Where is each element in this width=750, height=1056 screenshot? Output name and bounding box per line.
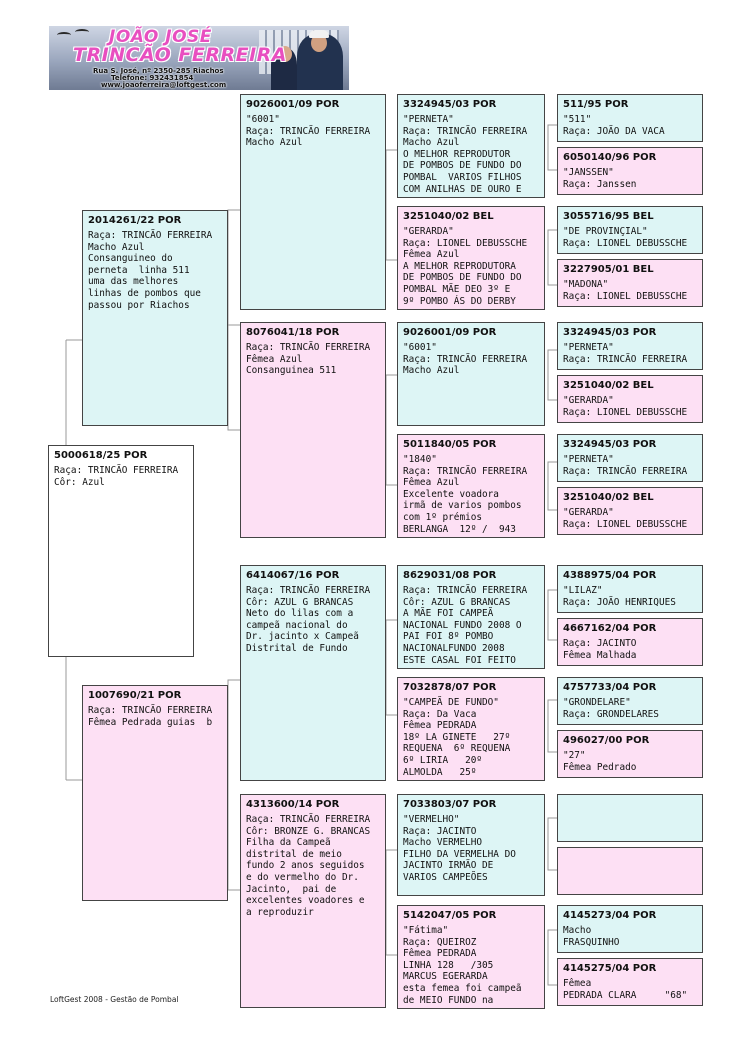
pigeon-info-line: Raça: LIONEL DEBUSSCHE	[563, 290, 688, 302]
pigeon-info-line: Raça: JACINTO	[563, 638, 637, 649]
pigeon-info-line: Fêmea Azul	[246, 353, 303, 365]
pigeon-info-line: Consanguineo do	[88, 253, 173, 265]
pigeon-info-line: Fêmea Azul	[403, 477, 460, 489]
pigeon-info-line: a reproduzir	[246, 906, 314, 918]
pigeon-info-line: Raça: TRINCÃO FERREIRA	[246, 585, 371, 596]
pigeon-info-line: Raça: TRINCÃO FERREIRA	[563, 465, 688, 477]
pigeon-info-line: MARCUS EGERARDA	[403, 971, 488, 983]
pigeon-card-g16	[557, 958, 703, 1006]
pigeon-info-line: Raça: TRINCÃO FERREIRA	[403, 353, 528, 365]
pigeon-info-line: Macho VERMELHO	[403, 837, 483, 849]
pigeon-info-line: Côr: BRONZE G. BRANCAS	[246, 825, 371, 837]
ring-number: 1007690/21 POR	[88, 690, 182, 701]
pigeon-info-line: Fêmea PEDRADA	[403, 948, 477, 960]
pigeon-info-line: DE POMBOS DE FUNDO DO	[403, 160, 522, 172]
pigeon-info-line: "PERNETA"	[563, 454, 614, 465]
pigeon-info-line: Côr: Azul	[54, 476, 105, 488]
pigeon-info-line: Raça: LIONEL DEBUSSCHE	[563, 406, 688, 418]
pigeon-info-line: "511"	[563, 114, 592, 125]
pigeon-card-ss	[240, 94, 386, 310]
pigeon-card-ddd	[397, 905, 545, 1009]
pigeon-info-line: "PERNETA"	[563, 342, 614, 353]
pigeon-info-line: esta femea foi campeã	[403, 982, 522, 994]
ring-number: 511/95 POR	[563, 99, 629, 110]
pigeon-info-line: BERLANGA 12º / 943	[403, 523, 516, 535]
pigeon-info-line: Macho Azul	[88, 241, 145, 253]
ring-number: 9026001/09 POR	[403, 327, 497, 338]
pigeon-info-line: irmã de varios pombos	[403, 500, 522, 512]
ring-number: 3251040/02 BEL	[563, 380, 654, 391]
pigeon-info-line: "GERARDA"	[403, 226, 454, 237]
ring-number: 3251040/02 BEL	[403, 211, 494, 222]
pigeon-info-line: 6º LIRIA 20º	[403, 754, 483, 766]
pigeon-info-line: Raça: TRINCÃO FERREIRA	[563, 353, 688, 365]
pigeon-info-line: "VERMELHO"	[403, 814, 460, 825]
pigeon-info-line: Raça: TRINCÃO FERREIRA	[246, 814, 371, 825]
pigeon-info-line: VARIOS CAMPEÕES	[403, 871, 488, 883]
pigeon-info-line: LINHA 128 /305	[403, 959, 494, 971]
pigeon-info-line: Raça: JACINTO	[403, 825, 477, 837]
pigeon-info-line: Macho Azul	[246, 137, 303, 149]
pigeon-info-line: "GERARDA"	[563, 507, 614, 518]
pigeon-info-line: Raça: LIONEL DEBUSSCHE	[563, 518, 688, 530]
pigeon-card-dds	[397, 794, 545, 896]
ring-number: 5011840/05 POR	[403, 439, 497, 450]
pigeon-info-line: Excelente voadora	[403, 488, 499, 500]
pigeon-info-line: Fêmea Malhada	[563, 649, 637, 661]
pigeon-info-line: Raça: JOÃO HENRIQUES	[563, 596, 676, 608]
breeder-name-line2: TRINCÃO FERREIRA	[73, 44, 287, 66]
ring-number: 3055716/95 BEL	[563, 211, 654, 222]
ring-number: 4757733/04 POR	[563, 682, 657, 693]
ring-number: 3324945/03 POR	[403, 99, 497, 110]
ring-number: 4313600/14 POR	[246, 799, 340, 810]
ring-number: 7032878/07 POR	[403, 682, 497, 693]
pigeon-info-line: Raça: QUEIROZ	[403, 936, 477, 948]
pigeon-card-sds	[397, 322, 545, 426]
pigeon-info-line: Raça: TRINCÃO FERREIRA	[403, 125, 528, 137]
pigeon-card-ssd	[397, 206, 545, 310]
pigeon-card-dam	[82, 685, 228, 901]
pigeon-info-line: passou por Riachos	[88, 299, 190, 311]
pigeon-card-g9	[557, 565, 703, 613]
pigeon-card-g4	[557, 259, 703, 307]
pigeon-info-line: campeã nacional do	[246, 619, 348, 631]
ring-number: 496027/00 POR	[563, 735, 650, 746]
ring-number: 3227905/01 BEL	[563, 264, 654, 275]
ring-number: 6414067/16 POR	[246, 570, 340, 581]
pigeon-card-g2	[557, 147, 703, 195]
pigeon-info-line: ESTE CASAL FOI FEITO	[403, 654, 516, 666]
pigeon-info-line: Raça: TRINCÃO FERREIRA	[403, 585, 528, 596]
pigeon-info-line: Fêmea Pedrado	[563, 761, 637, 773]
bird-silhouette-icon	[57, 32, 71, 38]
ring-number: 7033803/07 POR	[403, 799, 497, 810]
pigeon-info-line: "GRONDELARE"	[563, 697, 631, 708]
ring-number: 5142047/05 POR	[403, 910, 497, 921]
pigeon-info-line: Neto do lilas com a	[246, 608, 354, 620]
pigeon-info-line: Distrital de Fundo	[246, 642, 348, 654]
pigeon-info-line: Côr: AZUL G BRANCAS	[403, 596, 511, 608]
pigeon-info-line: FILHO DA VERMELHA DO	[403, 848, 516, 860]
pigeon-info-line: "Fátima"	[403, 925, 449, 936]
pigeon-info-line: 9º POMBO ÁS DO DERBY	[403, 295, 516, 307]
pigeon-info-line: uma das melhores	[88, 276, 179, 288]
pigeon-info-line: POMBAL VARIOS FILHOS	[403, 171, 522, 183]
pigeon-card-g12	[557, 730, 703, 778]
pigeon-card-dsd	[397, 677, 545, 781]
ring-number: 3324945/03 POR	[563, 327, 657, 338]
banner-cap-icon	[309, 30, 329, 38]
pigeon-card-g3	[557, 206, 703, 254]
pigeon-info-line: 18º LA GINETE 27º	[403, 731, 511, 743]
pigeon-info-line: O MELHOR REPRODUTOR	[403, 148, 511, 160]
pigeon-info-line: e do vermelho do Dr.	[246, 871, 359, 883]
pigeon-info-line: PAI FOI 8º POMBO	[403, 631, 494, 643]
pigeon-info-line: Raça: TRINCÃO FERREIRA	[246, 342, 371, 353]
pigeon-info-line: NACIONALFUNDO 2008	[403, 642, 505, 654]
pigeon-info-line: fundo 2 anos seguidos	[246, 860, 365, 872]
pigeon-info-line: Fêmea Azul	[403, 249, 460, 261]
pigeon-info-line: distrital de meio	[246, 848, 342, 860]
pigeon-info-line: "LILAZ"	[563, 585, 603, 596]
ring-number: 9026001/09 POR	[246, 99, 340, 110]
pigeon-info-line: Dr. jacinto x Campeã	[246, 631, 359, 643]
pigeon-card-g13	[557, 794, 703, 842]
pigeon-info-line: Raça: Janssen	[563, 178, 637, 190]
pigeon-info-line: Raça: TRINCÃO FERREIRA	[403, 465, 528, 477]
pigeon-info-line: FRASQUINHO	[563, 936, 620, 948]
bird-silhouette-icon	[75, 29, 89, 35]
pigeon-info-line: "27"	[563, 750, 586, 761]
pigeon-info-line: Raça: GRONDELARES	[563, 708, 659, 720]
pigeon-info-line: linhas de pombos que	[88, 287, 201, 299]
pigeon-info-line: Raça: TRINCÃO FERREIRA	[88, 705, 213, 716]
pigeon-info-line: Raça: LIONEL DEBUSSCHE	[403, 237, 528, 249]
pigeon-info-line: REQUENA 6º REQUENA	[403, 743, 511, 755]
pigeon-card-g5	[557, 322, 703, 370]
pigeon-card-g10	[557, 618, 703, 666]
pigeon-info-line: Raça: LIONEL DEBUSSCHE	[563, 237, 688, 249]
pigeon-card-g1	[557, 94, 703, 142]
ring-number: 3251040/02 BEL	[563, 492, 654, 503]
pigeon-info-line: perneta linha 511	[88, 264, 190, 276]
pigeon-info-line: COM ANILHAS DE OURO E	[403, 183, 522, 195]
breeder-banner	[49, 26, 349, 90]
pigeon-card-g11	[557, 677, 703, 725]
pigeon-info-line: "CAMPEÃ DE FUNDO"	[403, 697, 499, 708]
pigeon-info-line: Fêmea	[563, 978, 592, 989]
pigeon-info-line: Raça: TRINCÃO FERREIRA	[246, 125, 371, 137]
pigeon-info-line: Raça: TRINCÃO FERREIRA	[54, 465, 179, 476]
ring-number: 2014261/22 POR	[88, 215, 182, 226]
ring-number: 4667162/04 POR	[563, 623, 657, 634]
pigeon-info-line: Côr: AZUL G BRANCAS	[246, 596, 354, 608]
pigeon-card-dd	[240, 794, 386, 1008]
breeder-address: Rua S. José, nº 2350-285 Riachos	[93, 67, 224, 75]
pigeon-info-line: excelentes voadores e	[246, 895, 365, 907]
ring-number: 8076041/18 POR	[246, 327, 340, 338]
ring-number: 6050140/96 POR	[563, 152, 657, 163]
pigeon-card-dss	[397, 565, 545, 669]
pigeon-info-line: de MEIO FUNDO na	[403, 994, 494, 1006]
pigeon-info-line: "PERNETA"	[403, 114, 454, 125]
pigeon-info-line: "MADONA"	[563, 279, 609, 290]
pigeon-info-line: Filha da Campeã	[246, 837, 331, 849]
pigeon-info-line: Macho	[563, 925, 592, 936]
ring-number: 5000618/25 POR	[54, 450, 148, 461]
pigeon-info-line: Macho Azul	[403, 137, 460, 149]
pigeon-info-line: Macho Azul	[403, 365, 460, 377]
pigeon-card-g8	[557, 487, 703, 535]
pigeon-info-line: ALMOLDA 25º	[403, 766, 477, 778]
pigeon-card-g7	[557, 434, 703, 482]
pigeon-info-line: Jacinto, pai de	[246, 883, 337, 895]
ring-number: 4145273/04 POR	[563, 910, 657, 921]
pigeon-info-line: A MELHOR REPRODUTORA	[403, 260, 516, 272]
pigeon-info-line: com 1º prémios	[403, 511, 483, 523]
ring-number: 8629031/08 POR	[403, 570, 497, 581]
pigeon-info-line: Raça: Da Vaca	[403, 708, 477, 720]
pigeon-info-line: "1840"	[403, 454, 437, 465]
pigeon-info-line: Fêmea Pedrada guias b	[88, 716, 213, 728]
pigeon-card-sire	[82, 210, 228, 426]
ring-number: 4388975/04 POR	[563, 570, 657, 581]
ring-number: 3324945/03 POR	[563, 439, 657, 450]
pigeon-info-line: A MÃE FOI CAMPEÃ	[403, 608, 494, 620]
pigeon-info-line: DE POMBOS DE FUNDO DO	[403, 272, 522, 284]
pigeon-info-line: PEDRADA CLARA "68"	[563, 989, 688, 1001]
footer-credit: LoftGest 2008 - Gestão de Pombal	[50, 995, 179, 1004]
pigeon-card-subject	[48, 445, 194, 657]
ring-number: 4145275/04 POR	[563, 963, 657, 974]
pigeon-info-line: Raça: JOÃO DA VACA	[563, 125, 665, 137]
pigeon-info-line: Consanguinea 511	[246, 365, 337, 377]
pigeon-info-line: "6001"	[403, 342, 437, 353]
pigeon-info-line: "GERARDA"	[563, 395, 614, 406]
pigeon-info-line: NACIONAL FUNDO 2008 O	[403, 619, 522, 631]
pigeon-info-line: POMBAL MÃE DEO 3º E	[403, 283, 511, 295]
pigeon-info-line: JACINTO IRMÃO DE	[403, 860, 494, 872]
breeder-website: www.joaoferreira@loftgest.com	[101, 81, 227, 89]
pigeon-card-sdd	[397, 434, 545, 538]
pigeon-info-line: "DE PROVINÇIAL"	[563, 226, 648, 237]
pigeon-card-sss	[397, 94, 545, 198]
breeder-phone: Telefone: 932431854	[111, 74, 194, 82]
pigeon-card-g15	[557, 905, 703, 953]
pigeon-card-g6	[557, 375, 703, 423]
pigeon-card-g14	[557, 847, 703, 895]
pigeon-info-line: "6001"	[246, 114, 280, 125]
pigeon-card-sd	[240, 322, 386, 538]
pigeon-info-line: "JANSSEN"	[563, 167, 614, 178]
pigeon-info-line: Fêmea PEDRADA	[403, 720, 477, 732]
pigeon-card-ds	[240, 565, 386, 781]
breeder-name-line1: JOÃO JOSÉ	[109, 27, 212, 47]
pigeon-info-line: Raça: TRINCÃO FERREIRA	[88, 230, 213, 241]
